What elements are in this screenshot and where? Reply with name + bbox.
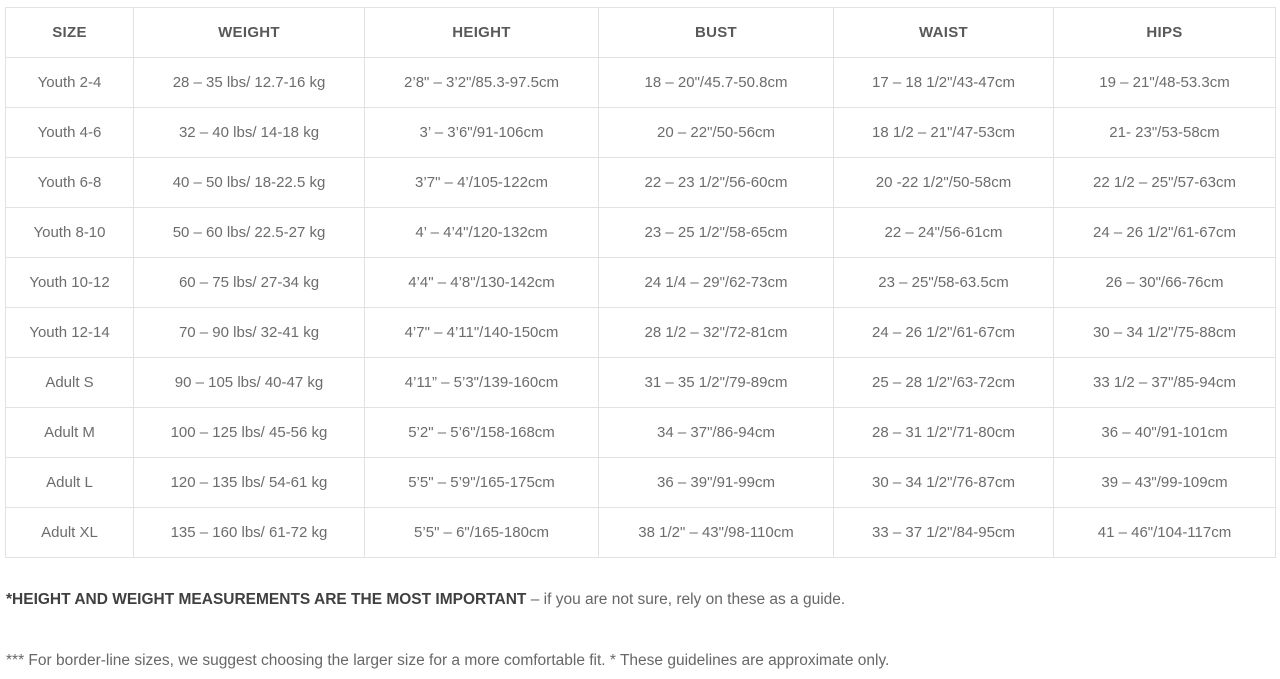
bust-cell: 31 – 35 1/2"/79-89cm	[599, 358, 834, 408]
waist-cell: 20 -22 1/2"/50-58cm	[834, 158, 1054, 208]
bust-cell: 24 1/4 – 29"/62-73cm	[599, 258, 834, 308]
waist-cell: 28 – 31 1/2"/71-80cm	[834, 408, 1054, 458]
column-header-waist: WAIST	[834, 8, 1054, 58]
hips-cell: 33 1/2 – 37"/85-94cm	[1054, 358, 1276, 408]
weight-cell: 60 – 75 lbs/ 27-34 kg	[134, 258, 365, 308]
height-cell: 3’7" – 4’/105-122cm	[365, 158, 599, 208]
size-cell: Adult S	[6, 358, 134, 408]
table-row	[6, 408, 1276, 458]
footnote-height-weight	[6, 591, 1275, 609]
weight-cell: 100 – 125 lbs/ 45-56 kg	[134, 408, 365, 458]
hips-cell: 39 – 43"/99-109cm	[1054, 458, 1276, 508]
hips-cell: 24 – 26 1/2"/61-67cm	[1054, 208, 1276, 258]
hips-cell: 21- 23"/53-58cm	[1054, 108, 1276, 158]
column-header-size: SIZE	[6, 8, 134, 58]
hips-cell: 41 – 46"/104-117cm	[1054, 508, 1276, 558]
height-cell: 3’ – 3’6"/91-106cm	[365, 108, 599, 158]
bust-cell: 28 1/2 – 32"/72-81cm	[599, 308, 834, 358]
size-cell: Adult XL	[6, 508, 134, 558]
weight-cell: 50 – 60 lbs/ 22.5-27 kg	[134, 208, 365, 258]
bust-cell: 38 1/2" – 43"/98-110cm	[599, 508, 834, 558]
table-row	[6, 58, 1276, 108]
bust-cell: 18 – 20"/45.7-50.8cm	[599, 58, 834, 108]
height-cell: 5’5" – 5’9"/165-175cm	[365, 458, 599, 508]
waist-cell: 24 – 26 1/2"/61-67cm	[834, 308, 1054, 358]
table-row	[6, 508, 1276, 558]
size-cell: Adult M	[6, 408, 134, 458]
hips-cell: 36 – 40"/91-101cm	[1054, 408, 1276, 458]
header-row	[6, 8, 1276, 58]
column-header-height: HEIGHT	[365, 8, 599, 58]
size-cell: Youth 6-8	[6, 158, 134, 208]
height-cell: 4’4" – 4’8"/130-142cm	[365, 258, 599, 308]
waist-cell: 33 – 37 1/2"/84-95cm	[834, 508, 1054, 558]
table-row	[6, 258, 1276, 308]
waist-cell: 18 1/2 – 21"/47-53cm	[834, 108, 1054, 158]
footnote-height-weight-bold: *HEIGHT AND WEIGHT MEASUREMENTS ARE THE MOST IMPORTANT	[6, 591, 527, 608]
footnote-height-weight-rest: – if you are not sure, rely on these as a guide.	[526, 591, 846, 608]
height-cell: 4’11” – 5’3"/139-160cm	[365, 358, 599, 408]
footnote-borderline: *** For border-line sizes, we suggest choosing the larger size for a more comfortable fit. * These guidelines are approximate only.	[6, 652, 890, 669]
table-row	[6, 458, 1276, 508]
waist-cell: 22 – 24"/56-61cm	[834, 208, 1054, 258]
weight-cell: 28 – 35 lbs/ 12.7-16 kg	[134, 58, 365, 108]
size-cell: Youth 12-14	[6, 308, 134, 358]
waist-cell: 17 – 18 1/2"/43-47cm	[834, 58, 1054, 108]
hips-cell: 26 – 30"/66-76cm	[1054, 258, 1276, 308]
bust-cell: 36 – 39"/91-99cm	[599, 458, 834, 508]
waist-cell: 25 – 28 1/2"/63-72cm	[834, 358, 1054, 408]
height-cell: 4’ – 4’4"/120-132cm	[365, 208, 599, 258]
height-cell: 5’5" – 6"/165-180cm	[365, 508, 599, 558]
bust-cell: 23 – 25 1/2"/58-65cm	[599, 208, 834, 258]
table-row	[6, 208, 1276, 258]
height-cell: 4’7" – 4’11"/140-150cm	[365, 308, 599, 358]
weight-cell: 40 – 50 lbs/ 18-22.5 kg	[134, 158, 365, 208]
column-header-weight: WEIGHT	[134, 8, 365, 58]
bust-cell: 22 – 23 1/2"/56-60cm	[599, 158, 834, 208]
height-cell: 5’2" – 5’6"/158-168cm	[365, 408, 599, 458]
weight-cell: 90 – 105 lbs/ 40-47 kg	[134, 358, 365, 408]
waist-cell: 23 – 25"/58-63.5cm	[834, 258, 1054, 308]
weight-cell: 120 – 135 lbs/ 54-61 kg	[134, 458, 365, 508]
size-cell: Youth 8-10	[6, 208, 134, 258]
bust-cell: 20 – 22"/50-56cm	[599, 108, 834, 158]
weight-cell: 135 – 160 lbs/ 61-72 kg	[134, 508, 365, 558]
height-cell: 2’8" – 3’2"/85.3-97.5cm	[365, 58, 599, 108]
weight-cell: 70 – 90 lbs/ 32-41 kg	[134, 308, 365, 358]
table-row	[6, 158, 1276, 208]
table-row	[6, 308, 1276, 358]
size-cell: Youth 2-4	[6, 58, 134, 108]
column-header-bust: BUST	[599, 8, 834, 58]
bust-cell: 34 – 37"/86-94cm	[599, 408, 834, 458]
table-row	[6, 358, 1276, 408]
hips-cell: 22 1/2 – 25"/57-63cm	[1054, 158, 1276, 208]
hips-cell: 30 – 34 1/2"/75-88cm	[1054, 308, 1276, 358]
waist-cell: 30 – 34 1/2"/76-87cm	[834, 458, 1054, 508]
hips-cell: 19 – 21"/48-53.3cm	[1054, 58, 1276, 108]
weight-cell: 32 – 40 lbs/ 14-18 kg	[134, 108, 365, 158]
size-cell: Adult L	[6, 458, 134, 508]
size-cell: Youth 10-12	[6, 258, 134, 308]
size-chart-table	[5, 7, 1276, 558]
table-row	[6, 108, 1276, 158]
size-cell: Youth 4-6	[6, 108, 134, 158]
column-header-hips: HIPS	[1054, 8, 1276, 58]
